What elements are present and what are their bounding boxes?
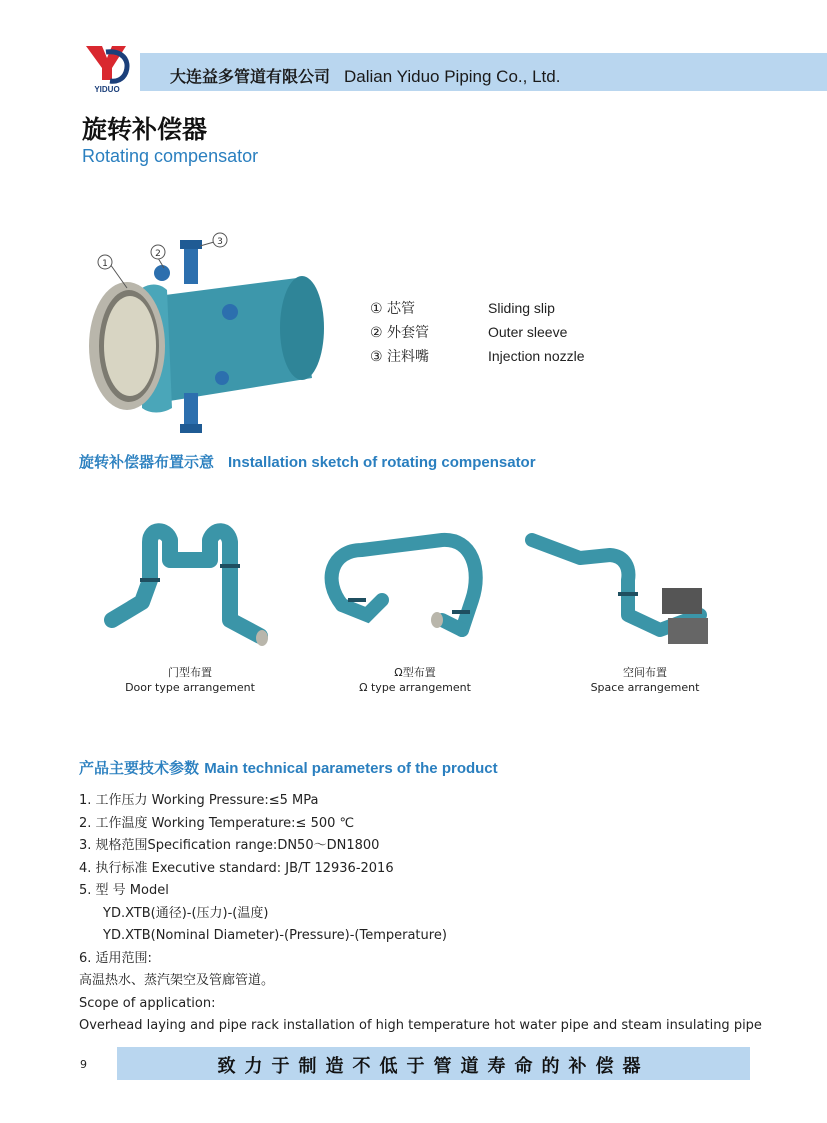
legend-part-en: Outer sleeve <box>488 324 568 340</box>
door-type-sketch <box>100 520 290 660</box>
legend-part-cn: ① 芯管 <box>370 301 416 317</box>
marker-1: 1 <box>102 259 108 269</box>
company-name-cn: 大连益多管道有限公司 <box>170 67 331 86</box>
omega-type-caption <box>345 665 485 695</box>
door-type-caption <box>120 665 260 695</box>
company-name-en: Dalian Yiduo Piping Co., Ltd. <box>344 67 561 86</box>
parameters-heading <box>79 757 498 778</box>
legend-part-cn: ③ 注料嘴 <box>370 349 430 365</box>
logo-text: YIDUO <box>94 85 120 94</box>
legend-part-en: Injection nozzle <box>488 348 585 364</box>
page-title-en: Rotating compensator <box>82 146 259 166</box>
installation-heading-cn: 旋转补偿器布置示意 <box>79 453 215 471</box>
scope-cn: 高温热水、蒸汽架空及管廊管道。 <box>79 973 275 988</box>
marker-2: 2 <box>155 249 161 259</box>
page-title-cn: 旋转补偿器 <box>82 115 208 144</box>
legend-row <box>370 298 585 322</box>
parameters-list <box>79 790 779 1038</box>
param-item: 1. 工作压力 Working Pressure:≤5 MPa <box>79 793 319 808</box>
scope-en: Overhead laying and pipe rack installation of high temperature hot water pipe and steam insulating pipe <box>79 1018 762 1033</box>
caption-en: Space arrangement <box>590 681 700 694</box>
parameters-heading-cn: 产品主要技术参数 <box>79 759 200 777</box>
caption-cn: 空间布置 <box>623 666 667 679</box>
installation-heading <box>79 451 536 472</box>
company-logo <box>82 42 132 94</box>
param-item: 5. 型 号 Model <box>79 883 169 898</box>
model-line: YD.XTB(通径)-(压力)-(温度) <box>103 905 269 921</box>
legend-part-en: Sliding slip <box>488 300 555 316</box>
param-item: 3. 规格范围Specification range:DN50～DN1800 <box>79 838 380 853</box>
param-item: 2. 工作温度 Working Temperature:≤ 500 ℃ <box>79 815 355 831</box>
omega-type-sketch <box>312 520 492 660</box>
scope-label: 6. 适用范围: <box>79 950 152 966</box>
caption-cn: 门型布置 <box>168 666 212 679</box>
installation-heading-en: Installation sketch of rotating compensator <box>228 454 536 471</box>
legend-part-cn: ② 外套管 <box>370 325 430 341</box>
legend-row <box>370 322 585 346</box>
caption-en: Door type arrangement <box>125 681 255 694</box>
parameters-heading-en: Main technical parameters of the product <box>204 760 498 777</box>
company-name <box>170 64 560 87</box>
legend-row <box>370 346 585 370</box>
param-item: 4. 执行标准 Executive standard: JB/T 12936-2016 <box>79 860 394 876</box>
footer-slogan: 致力于制造不低于管道寿命的补偿器 <box>217 1056 650 1077</box>
scope-en-label: Scope of application: <box>79 995 216 1011</box>
space-type-sketch <box>520 520 720 660</box>
space-type-caption <box>575 665 715 695</box>
marker-3: 3 <box>217 237 223 247</box>
rotating-compensator-image <box>72 228 342 438</box>
caption-en: Ω type arrangement <box>359 681 471 694</box>
page-number: 9 <box>80 1058 87 1071</box>
model-line: YD.XTB(Nominal Diameter)-(Pressure)-(Temperature) <box>103 928 447 943</box>
parts-legend <box>370 298 585 370</box>
caption-cn: Ω型布置 <box>394 666 436 679</box>
